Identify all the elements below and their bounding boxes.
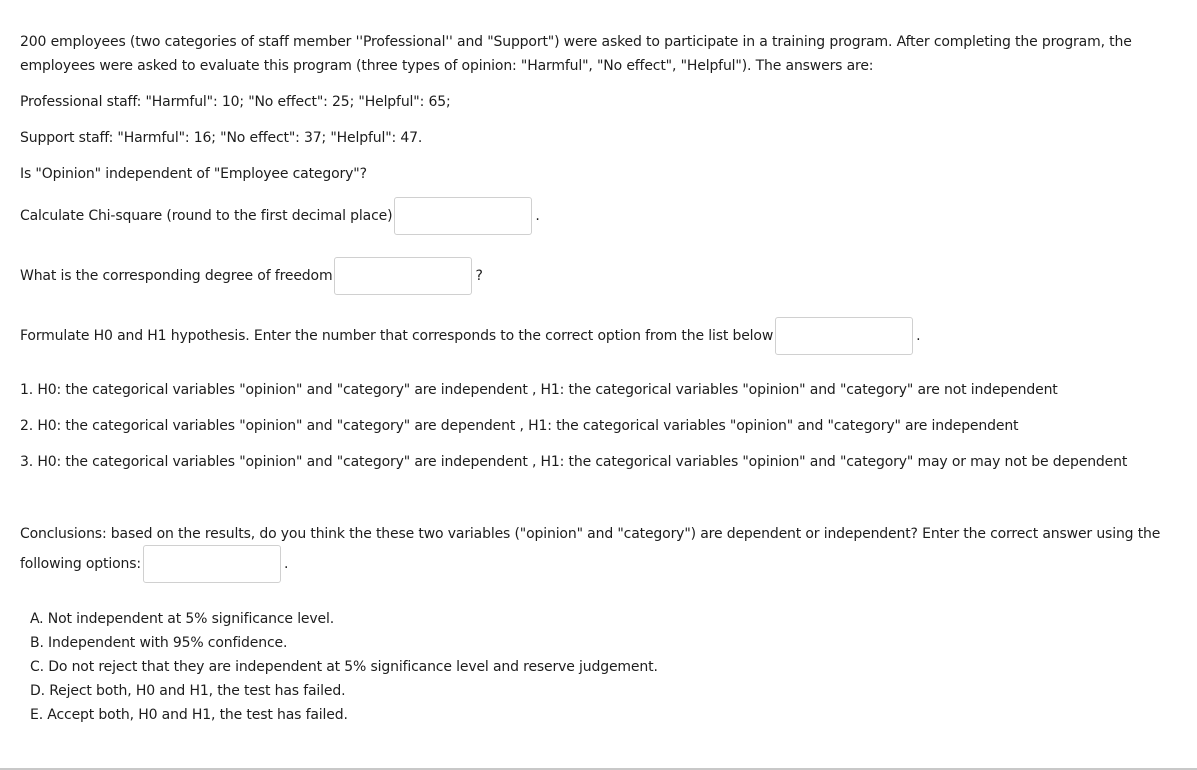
professional-staff-line: Professional staff: "Harmful": 10; "No effect": 25; "Helpful": 65; <box>20 94 451 110</box>
intro-line-1: 200 employees (two categories of staff member ''Professional'' and "Support") were asked to participate in a training program. After completing the program, the <box>20 34 1132 50</box>
hypothesis-suffix: . <box>916 328 921 344</box>
conclusion-input[interactable] <box>143 545 281 583</box>
conclusion-option-e: E. Accept both, H0 and H1, the test has failed. <box>30 707 348 723</box>
conclusion-suffix: . <box>283 556 289 572</box>
degree-of-freedom-input[interactable] <box>334 257 472 295</box>
conclusion-option-c: C. Do not reject that they are independent at 5% significance level and reserve judgement. <box>30 659 658 675</box>
conclusion-option-d: D. Reject both, H0 and H1, the test has failed. <box>30 683 346 699</box>
chi-square-label: Calculate Chi-square (round to the first decimal place) <box>20 208 393 224</box>
support-staff-line: Support staff: "Harmful": 16; "No effect": 37; "Helpful": 47. <box>20 130 423 146</box>
chi-square-input[interactable] <box>394 197 532 235</box>
conclusion-option-b: B. Independent with 95% confidence. <box>30 635 288 651</box>
conclusion-line-1: Conclusions: based on the results, do you think the these two variables ("opinion" and "category") are dependent or independent? Enter the correct answer using the <box>20 526 1161 542</box>
hypothesis-option-2: 2. H0: the categorical variables "opinion" and "category" are dependent , H1: the categorical variables "opinion" and "category" are independent <box>20 418 1019 434</box>
chi-square-suffix: . <box>535 208 540 224</box>
hypothesis-option-1: 1. H0: the categorical variables "opinion" and "category" are independent , H1: the categorical variables "opinion" and "category" are not independent <box>20 382 1058 398</box>
hypothesis-label: Formulate H0 and H1 hypothesis. Enter the number that corresponds to the correct option from the list below <box>20 328 774 344</box>
conclusion-options-list <box>30 607 658 727</box>
chi-square-row <box>20 197 540 235</box>
degree-of-freedom-label: What is the corresponding degree of freedom <box>20 268 333 284</box>
intro-line-2: employees were asked to evaluate this program (three types of opinion: "Harmful", "No effect", "Helpful"). The answers are: <box>20 58 874 74</box>
hypothesis-row <box>20 317 920 355</box>
independence-question: Is "Opinion" independent of "Employee category"? <box>20 166 367 182</box>
hypothesis-option-3: 3. H0: the categorical variables "opinion" and "category" are independent , H1: the categorical variables "opinion" and "category" may or may not be dependent <box>20 454 1128 470</box>
hypothesis-input[interactable] <box>775 317 913 355</box>
conclusion-label: following options: <box>20 556 141 572</box>
conclusion-row <box>20 545 288 583</box>
conclusion-option-a: A. Not independent at 5% significance level. <box>30 611 335 627</box>
degree-of-freedom-suffix: ? <box>475 268 483 284</box>
degree-of-freedom-row <box>20 257 483 295</box>
